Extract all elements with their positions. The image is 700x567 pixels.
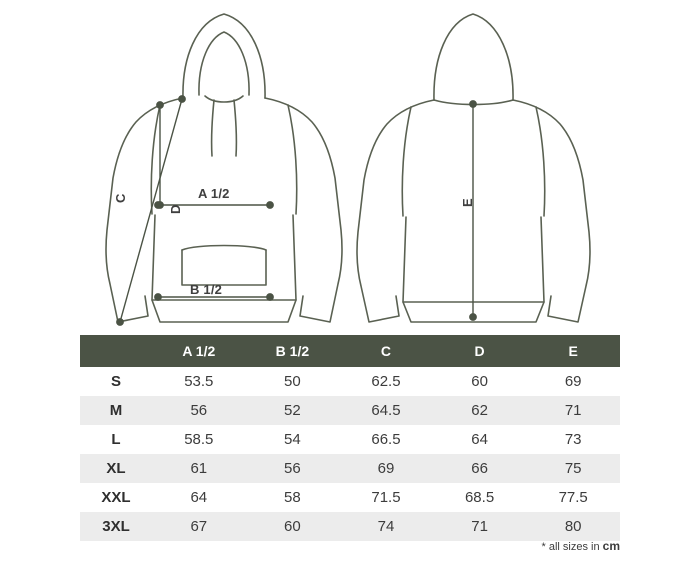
cell-a: 64 — [152, 483, 246, 512]
label-measurement-c: C — [113, 193, 128, 203]
table-row — [80, 512, 620, 541]
cell-e: 73 — [526, 425, 620, 454]
cell-b: 54 — [246, 425, 340, 454]
cell-b: 56 — [246, 454, 340, 483]
table-row — [80, 396, 620, 425]
cell-a: 61 — [152, 454, 246, 483]
cell-d: 71 — [433, 512, 527, 541]
table-header-a: A 1/2 — [152, 335, 246, 367]
cell-c: 62.5 — [339, 367, 433, 396]
row-size-label: 3XL — [80, 512, 152, 541]
cell-d: 68.5 — [433, 483, 527, 512]
cell-e: 80 — [526, 512, 620, 541]
table-row — [80, 425, 620, 454]
row-size-label: S — [80, 367, 152, 396]
table-header-d: D — [433, 335, 527, 367]
footnote-unit: cm — [602, 539, 620, 553]
cell-d: 66 — [433, 454, 527, 483]
row-size-label: XXL — [80, 483, 152, 512]
label-measurement-b: B 1/2 — [190, 282, 223, 297]
row-size-label: XL — [80, 454, 152, 483]
label-measurement-a: A 1/2 — [198, 186, 230, 201]
table-corner-cell — [80, 335, 152, 367]
row-size-label: L — [80, 425, 152, 454]
cell-c: 64.5 — [339, 396, 433, 425]
cell-c: 66.5 — [339, 425, 433, 454]
cell-e: 69 — [526, 367, 620, 396]
cell-a: 58.5 — [152, 425, 246, 454]
label-measurement-d: D — [168, 204, 183, 214]
footnote-text: * all sizes in — [541, 541, 603, 553]
cell-d: 60 — [433, 367, 527, 396]
cell-b: 58 — [246, 483, 340, 512]
cell-e: 75 — [526, 454, 620, 483]
size-table — [80, 335, 620, 541]
table-header-c: C — [339, 335, 433, 367]
table-header-e: E — [526, 335, 620, 367]
cell-b: 50 — [246, 367, 340, 396]
cell-c: 74 — [339, 512, 433, 541]
table-row — [80, 454, 620, 483]
cell-e: 77.5 — [526, 483, 620, 512]
cell-e: 71 — [526, 396, 620, 425]
units-footnote — [542, 539, 620, 553]
cell-a: 53.5 — [152, 367, 246, 396]
cell-a: 56 — [152, 396, 246, 425]
cell-b: 52 — [246, 396, 340, 425]
table-header-row — [80, 335, 620, 367]
table-row — [80, 367, 620, 396]
cell-d: 64 — [433, 425, 527, 454]
cell-d: 62 — [433, 396, 527, 425]
label-measurement-e: E — [460, 198, 475, 207]
table-header-b: B 1/2 — [246, 335, 340, 367]
table-row — [80, 483, 620, 512]
cell-c: 71.5 — [339, 483, 433, 512]
row-size-label: M — [80, 396, 152, 425]
cell-c: 69 — [339, 454, 433, 483]
cell-a: 67 — [152, 512, 246, 541]
cell-b: 60 — [246, 512, 340, 541]
